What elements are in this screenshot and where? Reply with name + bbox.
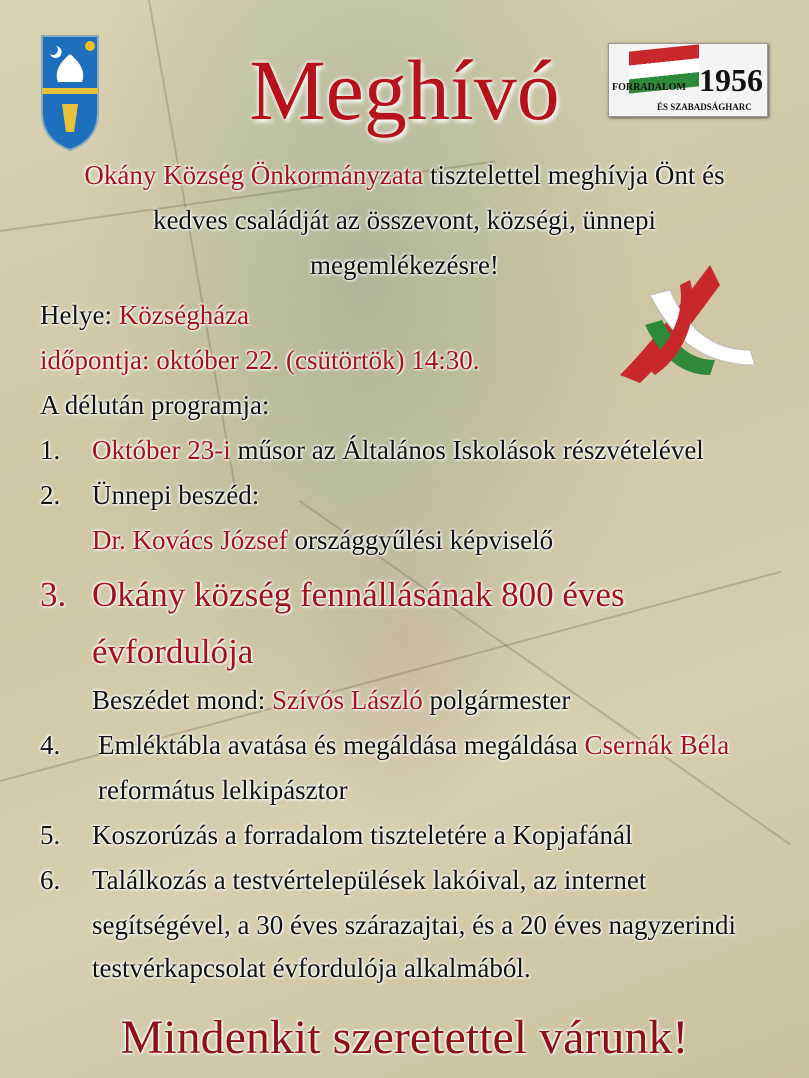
- program-item-6-line-3: testvérkapcsolat évfordulója alkalmából.: [92, 953, 531, 983]
- item-number: 6.: [40, 865, 61, 895]
- program-item-6-line-2: segítségével, a 30 éves szárazajtai, és a 20 éves nagyzerindi: [92, 910, 736, 940]
- program-item-6: [40, 865, 800, 896]
- item-text: Okány község fennállásának 800 éves: [92, 575, 625, 614]
- time-value: október 22. (csütörtök) 14:30.: [156, 345, 480, 375]
- host-name: Okány Község Önkormányzata: [84, 160, 424, 190]
- item-text: Koszorúzás a forradalom tiszteletére a Kopjafánál: [92, 820, 633, 850]
- program-item-4: [40, 730, 800, 761]
- program-item-2: [40, 480, 800, 511]
- logo-text-2: ÉS SZABADSÁGHARC: [657, 102, 752, 112]
- speaker-name: Szívós László: [271, 685, 423, 715]
- program-item-3-line-2: évfordulója: [92, 632, 254, 671]
- item-highlight: Október 23-i: [92, 435, 231, 465]
- program-item-2-speaker: [92, 525, 553, 556]
- item-number: 1.: [40, 435, 61, 465]
- program-heading: A délután programja:: [40, 390, 270, 420]
- closing-message: Mindenkit szeretettel várunk!: [120, 1011, 689, 1064]
- item-text: Találkozás a testvértelepülések lakóival, az internet: [92, 865, 647, 895]
- item-text: műsor az Általános Iskolások részvételével: [230, 435, 704, 465]
- item-highlight: Csernák Béla: [584, 730, 730, 760]
- program-item-4-line-2: református lelkipásztor: [98, 775, 348, 805]
- speaker-name: Dr. Kovács József: [92, 525, 288, 555]
- item-text: Ünnepi beszéd:: [92, 480, 260, 510]
- program-item-5: [40, 820, 800, 851]
- speaker-label: Beszédet mond:: [92, 685, 272, 715]
- speaker-title: polgármester: [422, 685, 571, 715]
- program-item-1: [40, 435, 800, 466]
- page-title: Meghívó: [249, 42, 560, 138]
- place-line: [40, 300, 249, 331]
- logo-1956: [608, 43, 768, 117]
- intro-line-3: megemlékezésre!: [310, 250, 499, 280]
- item-number: 4.: [40, 730, 61, 760]
- time-line: [40, 345, 479, 376]
- intro-text: tisztelettel meghívja Önt és: [423, 160, 725, 190]
- place-label: Helye:: [40, 300, 119, 330]
- time-label: időpontja:: [40, 345, 157, 375]
- program-item-3-speaker: [92, 685, 570, 716]
- program-item-3: [40, 575, 800, 615]
- logo-year: 1956: [699, 62, 763, 98]
- item-text: Emléktábla avatása és megáldása megáldása: [98, 730, 585, 760]
- item-number: 2.: [40, 480, 61, 510]
- tricolor-ribbon-icon: [590, 265, 760, 385]
- speaker-title: országgyűlési képviselő: [287, 525, 554, 555]
- logo-text-1: FORRADALOM: [612, 82, 686, 93]
- item-number: 5.: [40, 820, 61, 850]
- intro-line-1: [0, 160, 809, 191]
- intro-line-2: kedves családját az összevont, községi, ünnepi: [152, 205, 657, 235]
- item-number: 3.: [40, 575, 67, 614]
- place-value: Községháza: [118, 300, 250, 330]
